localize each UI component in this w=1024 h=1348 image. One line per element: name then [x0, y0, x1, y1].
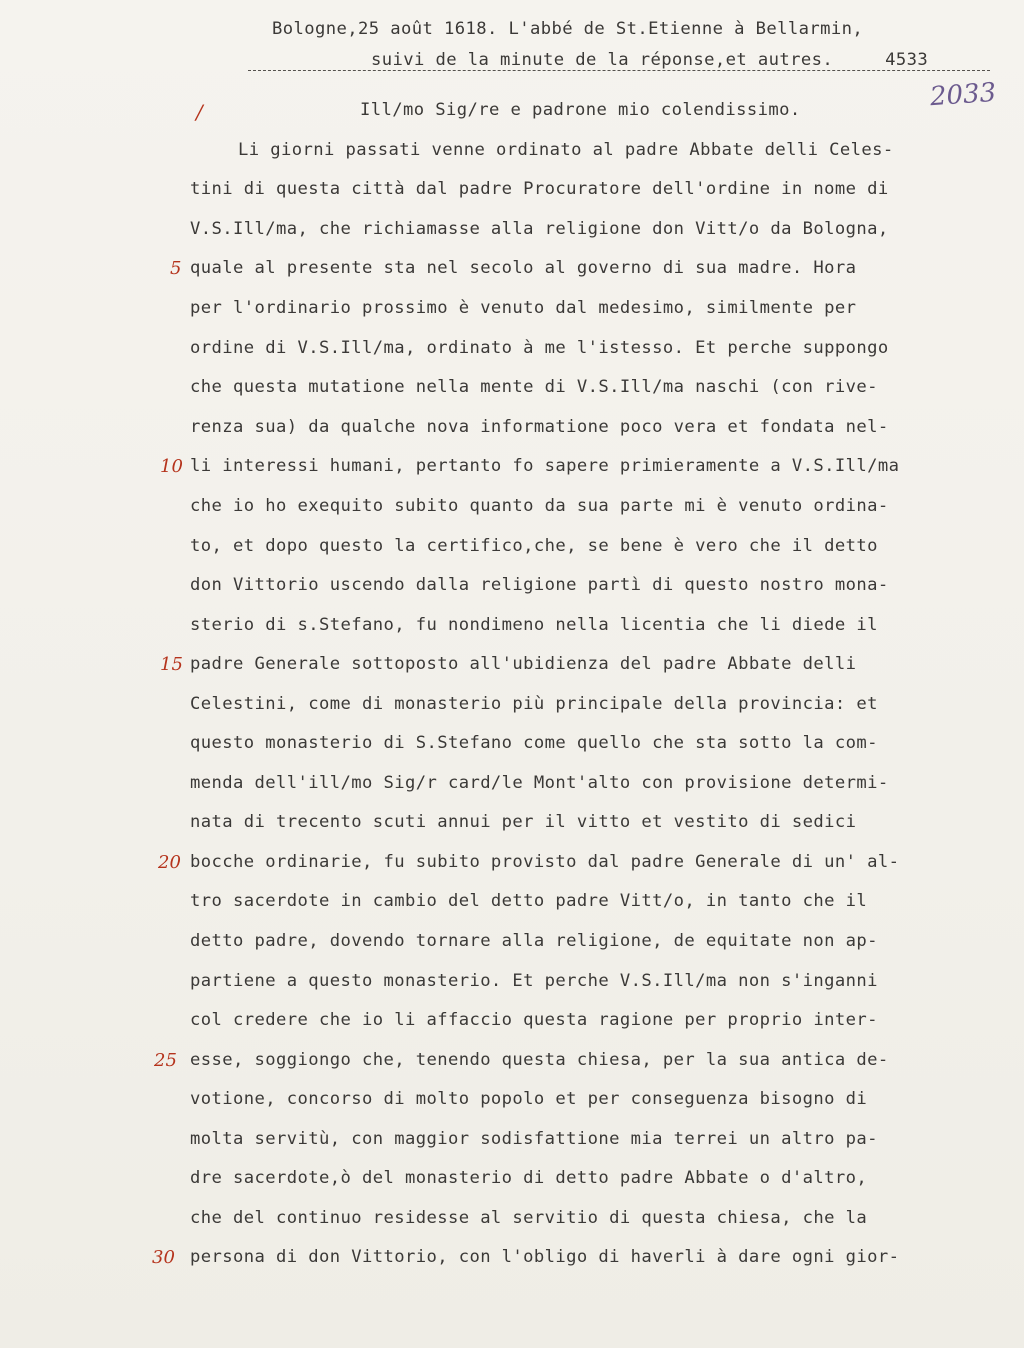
text-line: questo monasterio di S.Stefano come quello che sta sotto la com-: [190, 733, 878, 753]
text-line: ordine di V.S.Ill/ma, ordinato à me l'istesso. Et perche suppongo: [190, 338, 889, 358]
line-number-15: 15: [160, 654, 183, 675]
text-line: renza sua) da qualche nova informatione poco vera et fondata nel-: [190, 417, 889, 437]
text-line: nata di trecento scuti annui per il vitto et vestito di sedici: [190, 812, 857, 832]
line-number-25: 25: [154, 1050, 177, 1071]
text-line: tini di questa città dal padre Procuratore dell'ordine in nome di: [190, 179, 889, 199]
text-line: col credere che io li affaccio questa ragione per proprio inter-: [190, 1010, 878, 1030]
text-line: che del continuo residesse al servitio di questa chiesa, che la: [190, 1208, 868, 1228]
text-line: menda dell'ill/mo Sig/r card/le Mont'alto con provisione determi-: [190, 773, 889, 793]
text-line: Celestini, come di monasterio più principale della provincia: et: [190, 694, 878, 714]
text-line: per l'ordinario prossimo è venuto dal medesimo, similmente per: [190, 298, 857, 318]
text-line: detto padre, dovendo tornare alla religione, de equitate non ap-: [190, 931, 878, 951]
text-line: dre sacerdote,ò del monasterio di detto padre Abbate o d'altro,: [190, 1168, 868, 1188]
text-line: molta servitù, con maggior sodisfattione mia terrei un altro pa-: [190, 1129, 878, 1149]
line-number-30: 30: [152, 1247, 175, 1268]
text-line: quale al presente sta nel secolo al governo di sua madre. Hora: [190, 258, 857, 278]
greeting-mark: /: [196, 100, 203, 124]
text-line: esse, soggiongo che, tenendo questa chiesa, per la sua antica de-: [190, 1050, 889, 1070]
text-line: che questa mutatione nella mente di V.S.Ill/ma naschi (con rive-: [190, 377, 878, 397]
line-number-5: 5: [170, 258, 182, 279]
text-line: persona di don Vittorio, con l'obligo di haverli à dare ogni gior-: [190, 1247, 900, 1267]
header-subtitle: suivi de la minute de la réponse,et autres.: [371, 50, 834, 70]
greeting-line: Ill/mo Sig/re e padrone mio colendissimo.: [360, 100, 801, 120]
header-line-2: [248, 50, 928, 70]
reference-number: 4533: [885, 50, 929, 70]
text-line: padre Generale sottoposto all'ubidienza del padre Abbate delli: [190, 654, 857, 674]
header-divider: [248, 70, 990, 71]
header-line-1: Bologne,25 août 1618. L'abbé de St.Etienne à Bellarmin,: [272, 19, 864, 39]
text-line: don Vittorio uscendo dalla religione partì di questo nostro mona-: [190, 575, 889, 595]
text-line: Li giorni passati venne ordinato al padre Abbate delli Celes-: [238, 140, 894, 160]
line-number-20: 20: [158, 852, 181, 873]
folio-number-handwritten: 2033: [929, 77, 998, 113]
line-number-10: 10: [160, 456, 183, 477]
text-line: tro sacerdote in cambio del detto padre Vitt/o, in tanto che il: [190, 891, 868, 911]
text-line: to, et dopo questo la certifico,che, se bene è vero che il detto: [190, 536, 878, 556]
text-line: che io ho exequito subito quanto da sua parte mi è venuto ordina-: [190, 496, 889, 516]
text-line: li interessi humani, pertanto fo sapere primieramente a V.S.Ill/ma: [190, 456, 900, 476]
text-line: partiene a questo monasterio. Et perche V.S.Ill/ma non s'inganni: [190, 971, 878, 991]
text-line: votione, concorso di molto popolo et per conseguenza bisogno di: [190, 1089, 868, 1109]
text-line: sterio di s.Stefano, fu nondimeno nella licentia che li diede il: [190, 615, 878, 635]
text-line: V.S.Ill/ma, che richiamasse alla religione don Vitt/o da Bologna,: [190, 219, 889, 239]
text-line: bocche ordinarie, fu subito provisto dal padre Generale di un' al-: [190, 852, 900, 872]
